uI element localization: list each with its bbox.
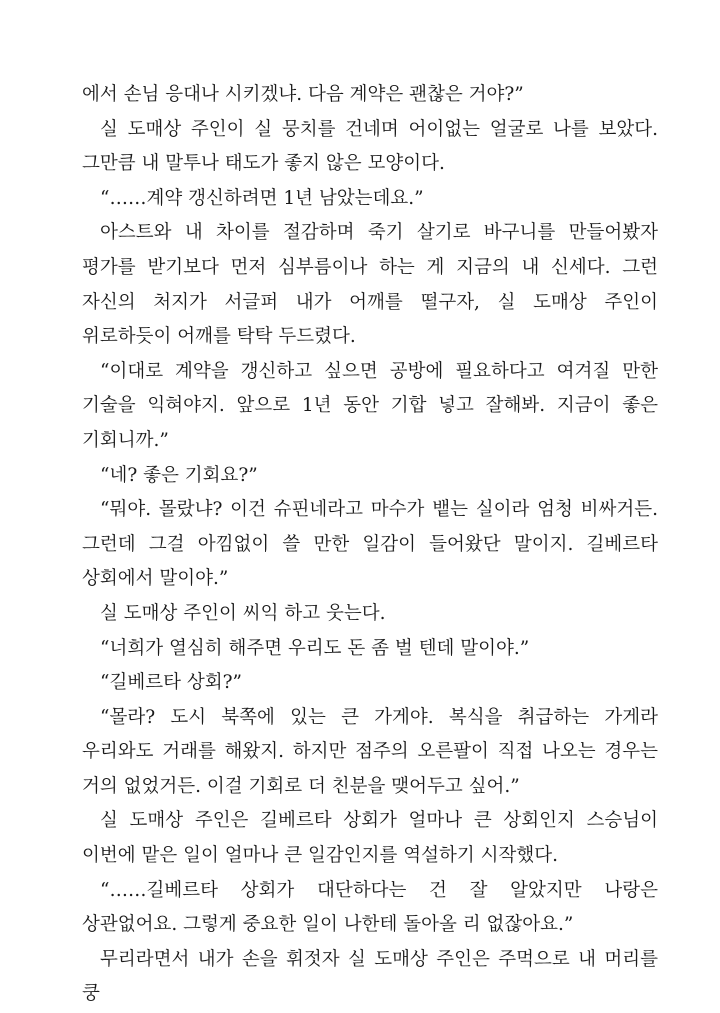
paragraph: 실 도매상 주인이 씨익 하고 웃는다. — [100, 602, 386, 624]
paragraph: 에서 손님 응대나 시키겠냐. 다음 계약은 괜찮은 거야?” — [82, 84, 524, 105]
paragraph: 실 도매상 주인은 길베르타 상회가 얼마나 큰 상회인지 스승님이 이번에 맡은 일이 얼마나 큰 일감인지를 역설하기 시작했다. — [82, 810, 658, 867]
paragraph: “……길베르타 상회가 대단하다는 건 잘 알았지만 나랑은 상관없어요. 그렇게 중요한 일이 나한테 돌아올 리 없잖아요.” — [82, 879, 658, 936]
body-text — [82, 78, 658, 1012]
paragraph: “길베르타 상회?” — [100, 672, 242, 694]
paragraph: “몰라? 도시 북쪽에 있는 큰 가게야. 복식을 취급하는 가게라 우리와도 거래를 해왔지. 하지만 점주의 오른팔이 직접 나오는 경우는 거의 없었거든. 이걸 기회로 더 친분을 맺어두고 싶어.” — [82, 706, 658, 797]
paragraph: “이대로 계약을 갱신하고 싶으면 공방에 필요하다고 여겨질 만한 기술을 익혀야지. 앞으로 1년 동안 기합 넣고 잘해봐. 지금이 좋은 기회니까.” — [82, 360, 659, 451]
paragraph: 무리라면서 내가 손을 휘젓자 실 도매상 주인은 주먹으로 내 머리를 쿵 — [82, 948, 658, 1005]
paragraph: “뭐야. 몰랐냐? 이건 슈핀네라고 마수가 뱉는 실이라 엄청 비싸거든. 그런데 그걸 아낌없이 쓸 만한 일감이 들어왔단 말이지. 길베르타 상회에서 말이야.” — [82, 499, 658, 590]
paragraph: “네? 좋은 기회요?” — [100, 464, 258, 486]
paragraph: 아스트와 내 차이를 절감하며 죽기 살기로 바구니를 만들어봤자 평가를 받기보다 먼저 심부름이나 하는 게 지금의 내 신세다. 그런 자신의 처지가 서글퍼 내가 어깨를 떨구자, 실 도매상 주인이 위로하듯이 어깨를 탁탁 두드렸다. — [82, 222, 658, 348]
paragraph: 실 도매상 주인이 실 뭉치를 건네며 어이없는 얼굴로 나를 보았다. 그만큼 내 말투나 태도가 좋지 않은 모양이다. — [82, 118, 658, 175]
paragraph: “……계약 갱신하려면 1년 남았는데요.” — [100, 187, 424, 209]
paragraph: “너희가 열심히 해주면 우리도 돈 좀 벌 텐데 말이야.” — [100, 637, 530, 659]
